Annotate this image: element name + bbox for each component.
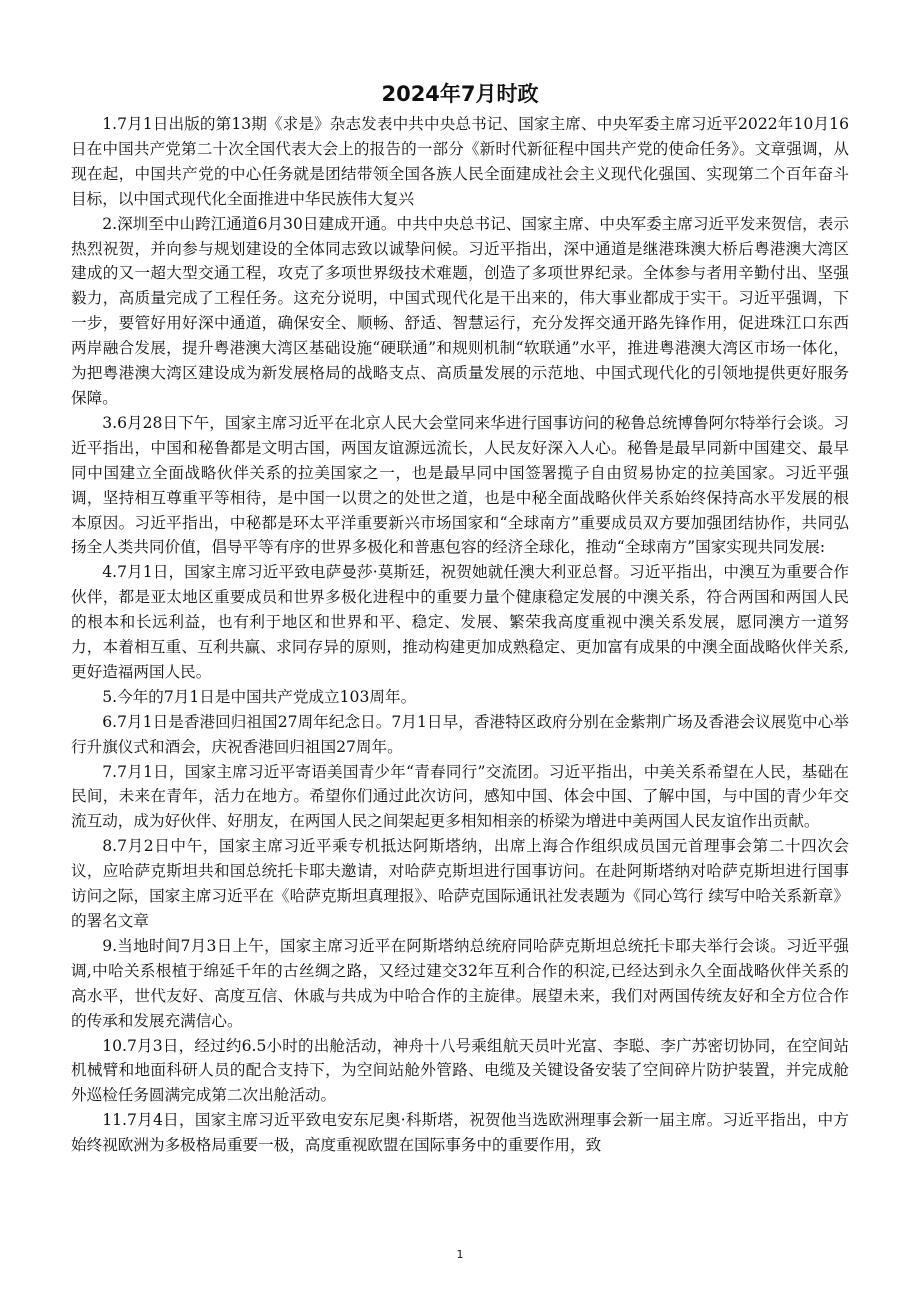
paragraph-10: 10.7月3日，经过约6.5小时的出舱活动，神舟十八号乘组航天员叶光富、李聪、李广苏密切协同，在空间站机械臂和地面科研人员的配合支持下，为空间站舱外管路、电缆及关键设备安装了空间碎片防护装置，并完成舱外巡检任务圆满完成第二次出舱活动。 <box>71 1036 849 1105</box>
paragraph-1: 1.7月1日出版的第13期《求是》杂志发表中共中央总书记、国家主席、中央军委主席习近平2022年10月16日在中国共产党第二十次全国代表大会上的报告的一部分《新时代新征程中国共产党的使命任务》。文章强调，从现在起，中国共产党的中心任务就是团结带领全国各族人民全面建成社会主义现代化强国、实现第二个百年奋斗目标，以中国式现代化全面推进中华民族伟大复兴 <box>71 115 849 208</box>
paragraph-11: 11.7月4日，国家主席习近平致电安东尼奥·科斯塔，祝贺他当选欧洲理事会新一届主席。习近平指出，中方始终视欧洲为多极格局重要一极，高度重视欧盟在国际事务中的重要作用，致 <box>71 1111 849 1155</box>
paragraph-3: 3.6月28日下午，国家主席习近平在北京人民大会堂同来华进行国事访问的秘鲁总统博鲁阿尔特举行会谈。习近平指出，中国和秘鲁都是文明古国，两国友谊源远流长，人民友好深入人心。秘鲁是最早同新中国建交、最早同中国建立全面战略伙伴关系的拉美国家之一，也是最早同中国签署揽子自由贸易协定的拉美国家。习近平强调，坚持相互尊重平等相待，是中国一以贯之的处世之道，也是中秘全面战略伙伴关系始终保持高水平发展的根本原因。习近平指出，中秘都是环太平洋重要新兴市场国家和“全球南方”重要成员双方要加强团结协作，共同弘扬全人类共同价值，倡导平等有序的世界多极化和普惠包容的经济全球化，推动“全球南方”国家实现共同发展: <box>71 413 849 557</box>
paragraph-4: 4.7月1日，国家主席习近平致电萨曼莎·莫斯廷，祝贺她就任澳大利亚总督。习近平指出，中澳互为重要合作伙伴，都是亚太地区重要成员和世界多极化进程中的重要力量个健康稳定发展的中澳关系，符合两国和两国人民的根本和长远利益，也有利于地区和世界和平、稳定、发展、繁荣我高度重视中澳关系发展，愿同澳方一道努力，本着相互重、互利共赢、求同存异的原则，推动构建更加成熟稳定、更加富有成果的中澳全面战略伙伴关系,更好造福两国人民。 <box>71 563 849 681</box>
paragraph-5: 5.今年的7月1日是中国共产党成立103周年。 <box>102 687 417 706</box>
paragraph-7: 7.7月1日，国家主席习近平寄语美国青少年“青春同行”交流团。习近平指出，中美关系希望在人民，基础在民间，未来在青年，活力在地方。希望你们通过此次访问，感知中国、体会中国、了解中国，与中国的青少年交流互动，成为好伙伴、好朋友，在两国人民之间架起更多相知相亲的桥梁为增进中美两国人民友谊作出贡献。 <box>71 762 849 831</box>
paragraph-6: 6.7月1日是香港回归祖国27周年纪念日。7月1日早，香港特区政府分别在金紫荆广场及香港会议展览中心举行升旗仪式和酒会，庆祝香港回归祖国27周年。 <box>71 712 849 756</box>
page-number: 1 <box>456 1248 464 1261</box>
document-title: 2024年7月时政 <box>381 82 539 106</box>
paragraph-8: 8.7月2日中午，国家主席习近平乘专机抵达阿斯塔纳，出席上海合作组织成员国元首理事会第二十四次会议，应哈萨克斯坦共和国总统托卡耶夫邀请，对哈萨克斯坦进行国事访问。在赴阿斯塔纳对哈萨克斯坦进行国事访问之际，国家主席习近平在《哈萨克斯坦真理报》、哈萨克国际通讯社发表题为《同心笃行 续写中哈关系新章》的署名文章 <box>71 837 849 930</box>
paragraph-2: 2.深圳至中山跨江通道6月30日建成开通。中共中央总书记、国家主席、中央军委主席习近平发来贺信，表示热烈祝贺，并向参与规划建设的全体同志致以诚挚问候。习近平指出，深中通道是继港珠澳大桥后粤港澳大湾区建成的又一超大型交通工程，攻克了多项世界级技术难题，创造了多项世界纪录。全体参与者用辛勤付出、坚强毅力，高质量完成了工程任务。这充分说明，中国式现代化是干出来的，伟大事业都成于实干。习近平强调，下一步，要管好用好深中通道，确保安全、顺畅、舒适、智慧运行，充分发挥交通开路先锋作用，促进珠江口东西两岸融合发展，提升粤港澳大湾区基础设施“硬联通”和规则机制“软联通”水平，推进粤港澳大湾区市场一体化，为把粤港澳大湾区建设成为新发展格局的战略支点、高质量发展的示范地、中国式现代化的引领地提供更好服务保障。 <box>71 214 849 407</box>
paragraph-9: 9.当地时间7月3日上午，国家主席习近平在阿斯塔纳总统府同哈萨克斯坦总统托卡耶夫举行会谈。习近平强调,中哈关系根植于绵延千年的古丝绸之路，又经过建交32年互利合作的积淀,已经达到永久全面战略伙伴关系的高水平，世代友好、高度互信、休戚与共成为中哈合作的主旋律。展望未来，我们对两国传统友好和全方位合作的传承和发展充满信心。 <box>71 936 849 1030</box>
